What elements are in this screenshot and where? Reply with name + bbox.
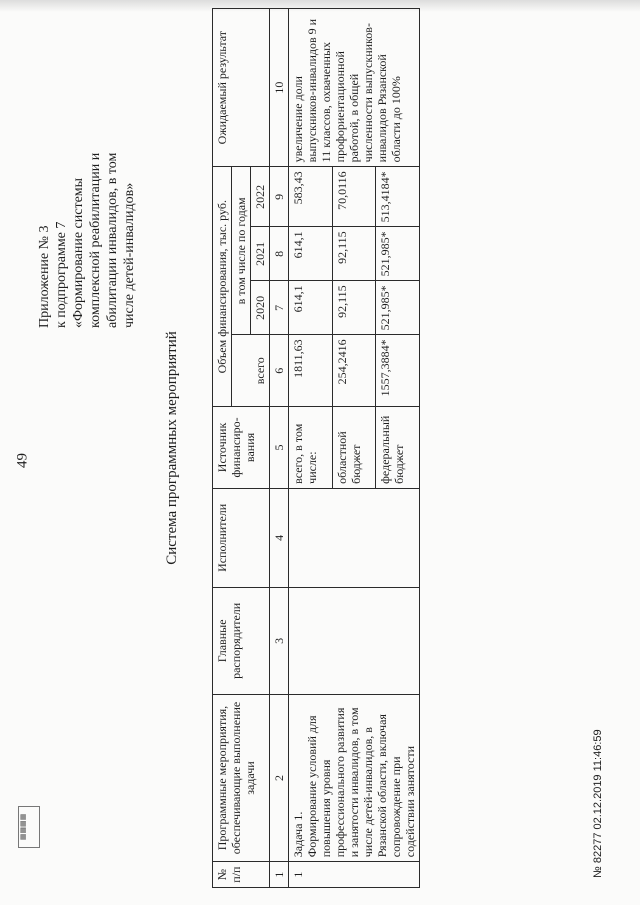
registration-stamp: № 82277 02.12.2019 11:46:59 (592, 729, 604, 878)
table-row (289, 9, 333, 888)
col-number: 10 (270, 9, 289, 167)
appendix-line: «Формирование системы (71, 177, 86, 328)
funding-2021: 92,115 (332, 227, 376, 281)
header-source: Источник финансиро-вания (213, 407, 270, 489)
page-number: 49 (14, 453, 31, 468)
funding-2021: 521,985* (376, 227, 420, 281)
header-funding: Объем финансирования, тыс. руб. (213, 167, 232, 407)
header-by-years: в том числе по годам (232, 167, 251, 335)
col-number: 3 (270, 587, 289, 694)
funding-2020: 92,115 (332, 281, 376, 335)
expected-result: увеличение доли выпускников-инвалидов 9 и 11 классов, охваченных профориентационной работой, в общей численности выпускников-инвалидов Рязанской области до 100% (289, 9, 420, 167)
funding-total: 254,2416 (332, 335, 376, 407)
funding-2021: 614,1 (289, 227, 333, 281)
col-number: 2 (270, 694, 289, 861)
document-stamp: ▦▦▦▦ (18, 806, 40, 848)
col-number: 7 (270, 281, 289, 335)
task-name: Задача 1. (291, 811, 305, 858)
header-activity: Программные мероприятия, обеспечивающие выполнение задачи (213, 694, 270, 861)
funding-total: 1557,3884* (376, 335, 420, 407)
header-executors: Исполнители (213, 488, 270, 587)
header-total: всего (232, 335, 270, 407)
funding-2020: 521,985* (376, 281, 420, 335)
funding-2022: 583,43 (289, 167, 333, 227)
rotated-content (14, 8, 624, 888)
col-number: 1 (270, 862, 289, 888)
appendix-line: к подпрограмме 7 (54, 221, 69, 328)
header-year-2022: 2022 (251, 167, 270, 227)
header-result: Ожидаемый результат (213, 9, 270, 167)
column-number-row (270, 9, 289, 888)
appendix-line: числе детей-инвалидов» (122, 182, 137, 328)
appendix-block (36, 48, 138, 328)
header-year-2021: 2021 (251, 227, 270, 281)
header-num: № п/п (213, 862, 270, 888)
funding-2022: 70,0116 (332, 167, 376, 227)
header-row (213, 9, 232, 888)
col-number: 9 (270, 167, 289, 227)
funding-2020: 614,1 (289, 281, 333, 335)
funding-2022: 513,4184* (376, 167, 420, 227)
page-title: Система программных мероприятий (164, 331, 180, 565)
col-number: 5 (270, 407, 289, 489)
appendix-line: комплексной реабилитации и (88, 152, 103, 328)
funding-source: всего, в том числе: (289, 407, 333, 489)
funding-total: 1811,63 (289, 335, 333, 407)
activities-table (212, 8, 420, 888)
task-managers (289, 587, 420, 694)
col-number: 6 (270, 335, 289, 407)
col-number: 4 (270, 488, 289, 587)
task-description: Формирование условий для повышения уровня профессионального развития и занятости инвалидов, в том числе детей-инвалидов, в Рязанской области, включая сопровождение при содействии занятости (305, 707, 417, 858)
col-number: 8 (270, 227, 289, 281)
appendix-line: абилитации инвалидов, в том (105, 152, 120, 328)
funding-source: областной бюджет (332, 407, 376, 489)
task-number: 1 (289, 862, 420, 888)
header-managers: Главные распорядители (213, 587, 270, 694)
task-executors (289, 488, 420, 587)
appendix-line: Приложение № 3 (37, 225, 52, 328)
task-cell (289, 694, 420, 861)
header-year-2020: 2020 (251, 281, 270, 335)
funding-source: федеральный бюджет (376, 407, 420, 489)
